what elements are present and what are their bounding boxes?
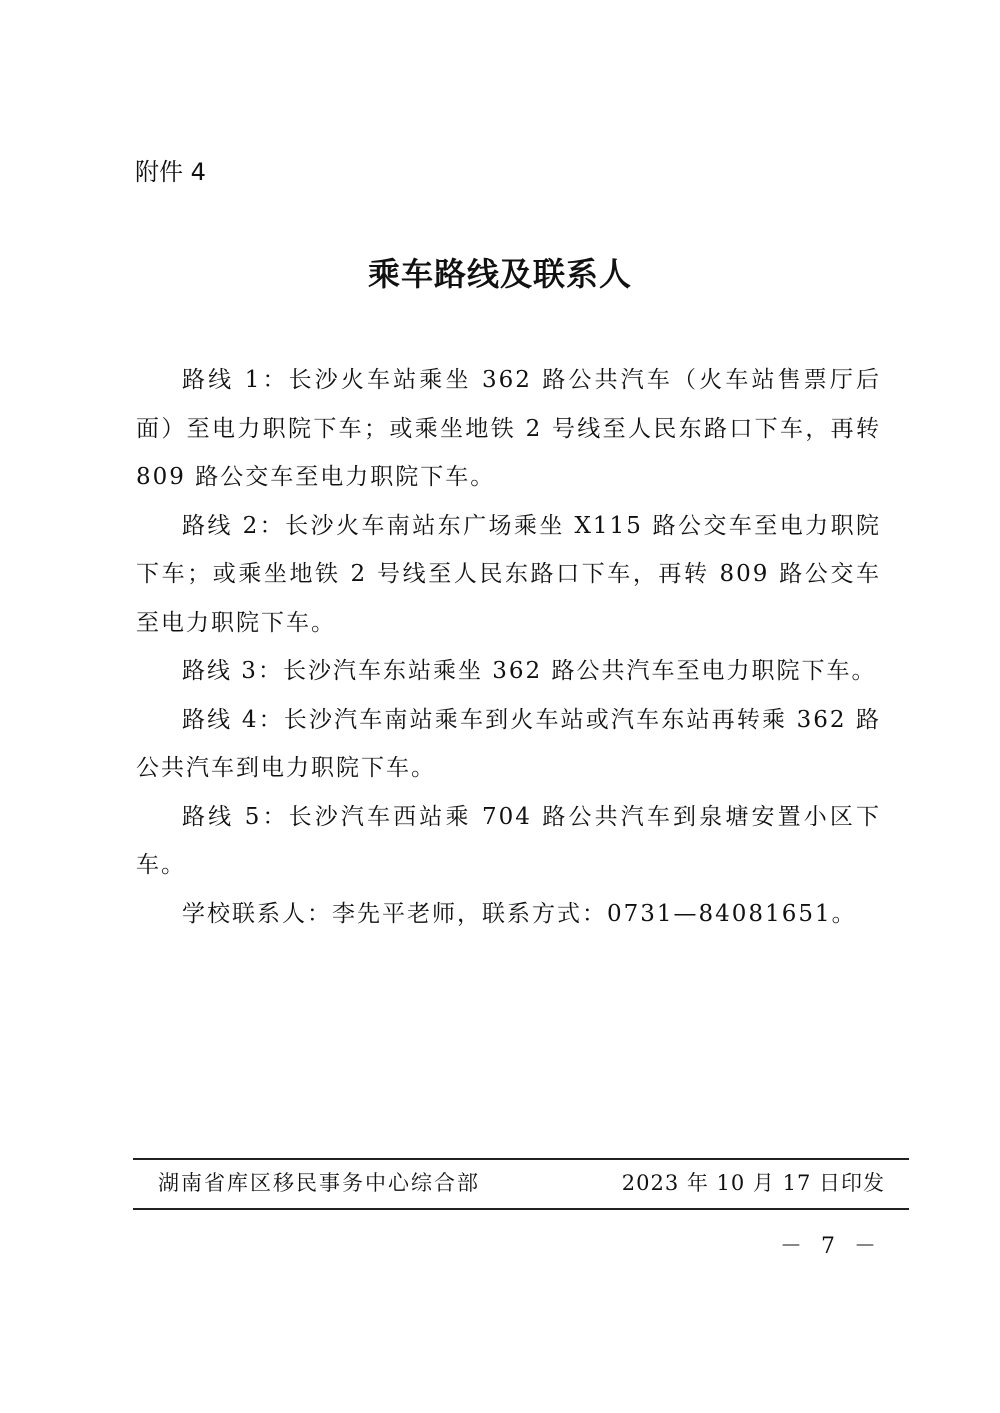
- document-title: 乘车路线及联系人: [367, 255, 632, 293]
- route-5-paragraph: 路线 5：长沙汽车西站乘 704 路公共汽车到泉塘安置小区下车。: [136, 803, 881, 878]
- footer-bottom-rule: [133, 1208, 909, 1210]
- document-body: [136, 356, 881, 938]
- contact-paragraph: 学校联系人：李先平老师，联系方式：0731—84081651。: [182, 900, 857, 927]
- footer-top-rule: [133, 1158, 909, 1160]
- footer-issue-date: 2023 年 10 月 17 日印发: [621, 1171, 885, 1195]
- route-2-paragraph: 路线 2：长沙火车南站东广场乘坐 X115 路公交车至电力职院下车；或乘坐地铁 2 号线至人民东路口下车，再转 809 路公交车至电力职院下车。: [136, 512, 881, 636]
- route-3-paragraph: 路线 3：长沙汽车东站乘坐 362 路公共汽车至电力职院下车。: [182, 658, 877, 684]
- page-number: － 7 －: [780, 1234, 882, 1259]
- route-4-paragraph: 路线 4：长沙汽车南站乘车到火车站或汽车东站再转乘 362 路公共汽车到电力职院下车。: [136, 706, 881, 781]
- route-1-paragraph: 路线 1：长沙火车站乘坐 362 路公共汽车（火车站售票厅后面）至电力职院下车；或乘坐地铁 2 号线至人民东路口下车，再转 809 路公交车至电力职院下车。: [136, 367, 881, 490]
- footer-issuer: 湖南省库区移民事务中心综合部: [158, 1171, 480, 1195]
- attachment-label: 附件 4: [135, 158, 206, 186]
